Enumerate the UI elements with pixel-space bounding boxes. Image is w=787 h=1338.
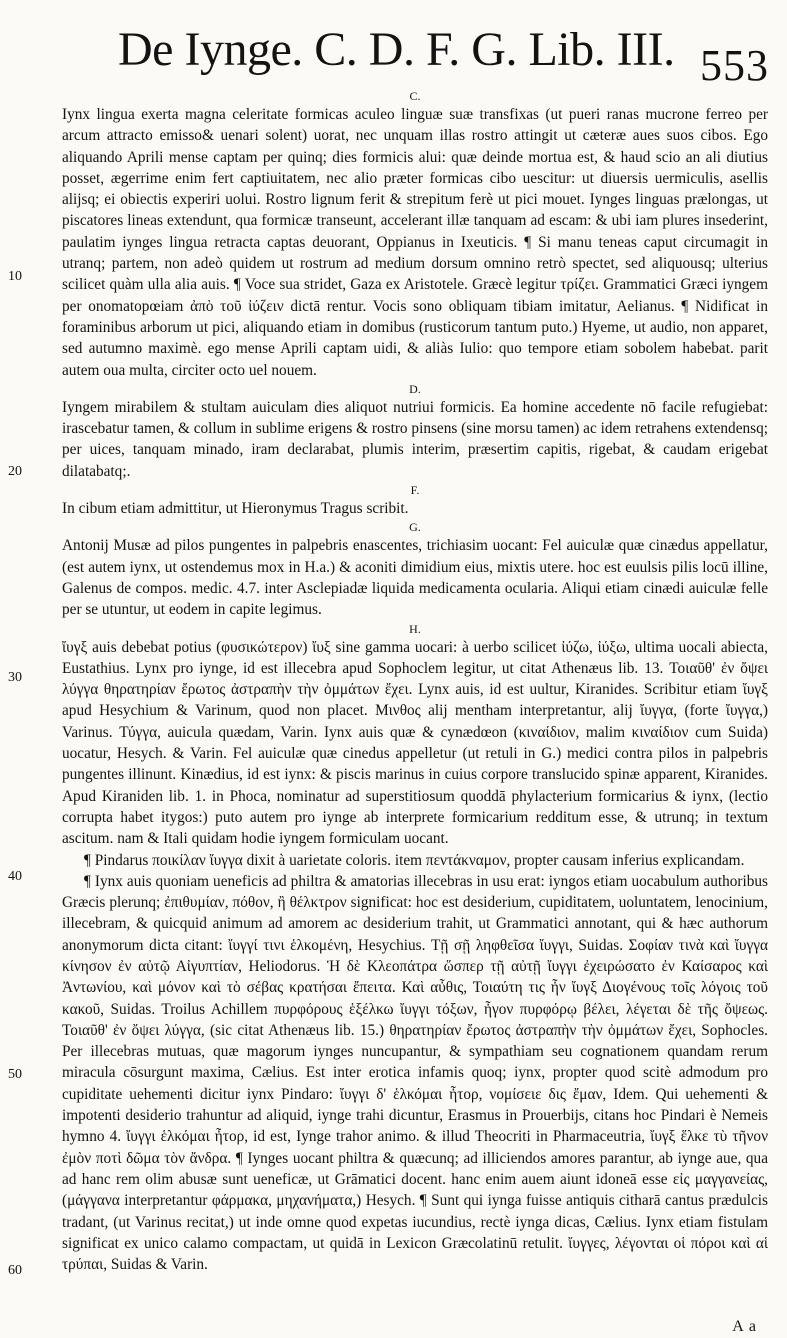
- section-h-paragraph: ἴυγξ auis debebat potius (φυσικώτερον) ἴυξ sine gamma uocari: à uerbo scilicet ἰύζω, ἰύξω, ultima uocali abiecta, Eustathius. Lynx pro iynge, id est illecebra apud Sophoclem legitur, ut citat Athenæus lib. 13. Τοιαῦθ' ἐν ὄψει λύγγα θηρατηρίαν ἔρωτος ἀστραπὴν τὴν ὀμμάτων ἔχει. Lynx auis, id est uultur, Kiranides. Scribitur etiam ἴυγξ apud Hesychium & Varinum, quod non placet. Μινθος alij mentham interpretantur, alij ἴυγγα, (forte ἴυγγα,) Varinus. Τύγγα, auicula quædam, Varin. Iynx auis quæ & cynædœon (κιναίδιον, malim κιναίδιον cum Suida) uocatur, Hesych. & Varin. Fel auiculæ quæ cinedus appelletur (ut retuli in G.) medici contra pilos in palpebris pungentes illinunt. Kinædius, id est iynx: & piscis marinus in cuius corpore translucido spinæ apparent, Kiranides. Apud Kiraniden lib. 1. in Phoca, nominatur ad superstitiosum quoddā phylacterium formicarius & iynx, (lectio corrupta habet itygos:) puto autem pro iynge ab interprete formicarium redditum esse, & utrunq; in textum ascitum. nam & Itali quidam hodie iyngem formiculam uocant.: [62, 638, 768, 848]
- section-g-text: Antonij Musæ ad pilos pungentes in palpebris enascentes, trichiasim uocant: Fel auiculæ quæ cinædus appellatur, (est autem iynx, ut ostendemus mox in H.a.) & aconiti dimidium eius, mixtis utere. hoc est euulsis pilis locū illine, Galenus de compos. medic. 4.7. inter Asclepiadæ liquida medicamenta ocularia. Aliqui etiam cinædi auiculæ felle per se utuntur, ut eodem in capite legimus.: [62, 537, 768, 619]
- main-text: [62, 88, 768, 1275]
- section-f-text: In cibum etiam admittitur, ut Hieronymus Tragus scribit.: [62, 500, 409, 518]
- section-marker-g: G.: [409, 520, 421, 535]
- line-number: 60: [8, 1263, 22, 1278]
- section-h-paragraph: ¶ Pindarus ποικίλαν ἴυγγα dixit à uarietate coloris. item πεντάκναμον, propter causam inferius explicandam.: [84, 851, 745, 869]
- section-c-text: Iynx lingua exerta magna celeritate formicas aculeo linguæ suæ transfixas (ut pueri ranas mucrone ferreo per arcum attracto emisso& uenari solent) uorat, nec unquam illas rostro attingit ut cæteræ aues suos cibos. Ego aliquando Aprili mense captam per quinq; dies formicis alui: quæ deinde mortua est, & haud scio an ali diutius posset, ægerrime enim fert captiuitatem, nec alio præter formicas cibo uescitur: ut diuersis uermiculis, asellis alijsq; ei obiectis experiri uolui. Rostro lignum ferit & strepitum ferè ut pici mouet. Iynges linguas prælongas, ut piscatores lineas extendunt, qua formicæ transeunt, accelerant illæ tanquam ad escam: & ubi iam plures insederint, paulatim iynges lingua retracta captas deuorant, Oppianus in Ixeuticis. ¶ Si manu teneas caput circumagit in utranq; partem, non adeò quidem ut rostrum ad medium dorsum omnino retrò spectet, sed aliquousq; ulterius scilicet quàm ulla alia auis. ¶ Voce sua stridet, Gaza ex Aristotele. Græcè legitur τρίζει. Grammatici Græci iyngem per onomatopœiam ἀπὸ τοῦ ἰύζειν dictā rentur. Vocis sono obliquam tibiam imitatur, Aelianus. ¶ Nidificat in foraminibus arborum ut pici, aliquando etiam in domibus (rusticorum tantum puto.) Hyeme, ut audio, non apparet, sed autumno maximè. ego mense Aprili captam uidi, & aliàs Iulio: quo tempore etiam sobolem habebat. parit autem oua multa, circiter octo uel nouem.: [62, 106, 768, 379]
- section-marker-d: D.: [409, 381, 421, 396]
- line-number: 50: [8, 1067, 22, 1082]
- section-d-text: Iyngem mirabilem & stultam auiculam dies aliquot nutriui formicis. Ea homine accedente nō facile refugiebat: irascebatur tamen, & collum in sublime erigens & rostro pinsens (sine morsu tamen) ac idem retrahens extendensq; per uices, tanquam minado, iram declarabat, plumis interim, præsertim capitis, rigebat, & caudam erigebat dilatabatq;.: [62, 398, 768, 480]
- section-marker-c: C.: [409, 89, 421, 103]
- signature-mark: A a: [732, 1318, 757, 1335]
- page-header: [0, 18, 787, 90]
- line-number: 40: [8, 869, 22, 884]
- section-h-paragraph: ¶ Iynx auis quoniam ueneficis ad philtra & amatorias illecebras in usu erat: iyngos etiam uocabulum authoribus Græcis plerunq; ἐπιθυμίαν, πόθον, ἢ θέλκτρον significat: hoc est desiderium, cupiditatem, uoluntatem, lenocinium, illecebram, & quicquid animum ad amorem ac desiderium trahit, ut Grammatici annotant, qui & hæc authorum anonymorum dicta citant: ἴυγγί τινι ἑλκομένη, Hesychius. Τῇ σῇ ληφθεῖσα ἴυγγι, Suidas. Σοφίαν τινὰ καὶ ἴυγγα κίνησον ἐν αὐτῷ Αἰγυπτίαν, Heliodorus. Ἡ δὲ Κλεοπάτρα ὥσπερ τῇ αὐτῇ ἴυγγι ἐχειρώσατο ἐν Καίσαρος καὶ Ἀντωνίου, καὶ μόνον καὶ τὸ σέβας κρατήσαι ἔπειτα. Καὶ αὖθις, Τοιαύτη τις ἦν ἴυγξ Διογένους τοῖς λόγοις τοῦ κακοῦ, Suidas. Troilus Achillem πυρφόρους ἑξέλκω ἴυγγι τόξων, ἦγον πυρφόρῳ βέλει, λέγεται δὲ τῆς ὄψεως. Τοιαῦθ' ἐν ὄψει λύγγα, (sic citat Athenæus lib. 15.) θηρατηρίαν ἔρωτος ἀστραπὴν τὴν ὀμμάτων ἔχει, Sophocles. Per illecebras mutuas, quæ magorum iynges nuncupantur, & sympathiam seu cognationem quandam rerum miracula cōsurgunt maxima, Cælius. Est inter erotica infamis quoq; iynx, propter quod scitè admodum pro cupiditate uehementi dicitur iynx Pindaro: ἴυγγι δ' ἑλκόμαι ἦτορ, νομίσειε δις ἔμαν, Idem. Qui uehementi & impotenti desiderio trahuntur ad aliquid, iynge trahi dicuntur, Erasmus in Prouerbijs, citans hoc Pindari è Nemeis hymno 4. ἴυγγι ἑλκόμαι ἦτορ, id est, Iynge trahor animo. & illud Theocriti in Pharmaceutria, ἴυγξ ἕλκε τὺ τῆνον ἐμὸν ποτὶ δῶμα τὸν ἄνδρα. ¶ Iynges uocant philtra & quæcunq; ad illiciendos amores parantur, ab iynge aue, qua ad hanc rem olim abusæ sunt ueneficæ, ut Grāmatici docent. hanc enim auem aiunt idoneā esse εἰς μαγγανείας, (μάγγανα interpretantur φάρμακα, μηχανήματα,) Hesych. ¶ Sunt qui iynga fuisse antiquis citharā cantus prædulcis tradant, (ut Varinus recitat,) ut inde omne quod expetas iucundius, rectè iynga dicas, Cælius. Iynx etiam fistulam significat ex unico calamo compactam, ut quidā in Lexicon Græcolatinū retulit. ἴυγγες, λέγονται οἱ πόροι καὶ αἱ τρύπαι, Suidas & Varin.: [62, 872, 768, 1274]
- page-number: 553: [700, 41, 769, 90]
- line-number: 20: [8, 464, 22, 479]
- line-number: 30: [8, 670, 22, 685]
- running-head: De Iynge. C. D. F. G. Lib. III.: [118, 23, 675, 76]
- section-marker-h: H.: [409, 621, 421, 636]
- section-marker-f: F.: [410, 483, 420, 498]
- line-number: 10: [8, 269, 22, 284]
